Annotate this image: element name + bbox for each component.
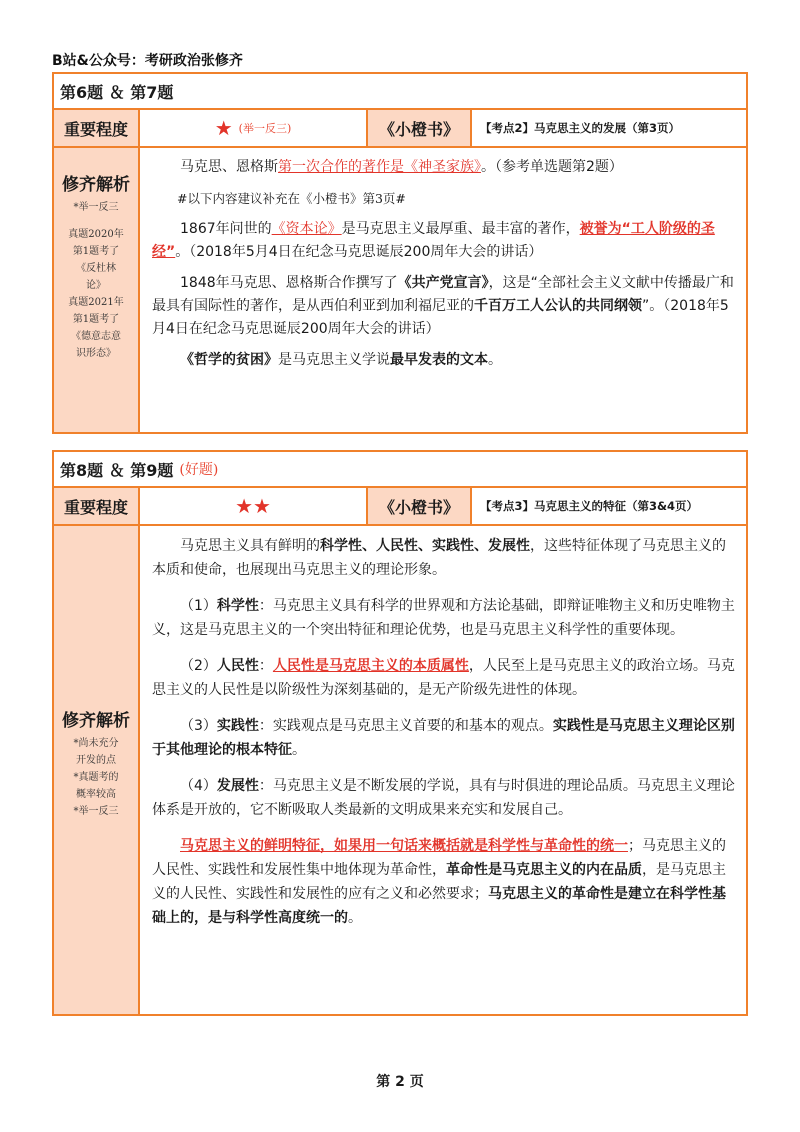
exam-point: 【考点2】马克思主义的发展（第3页） <box>480 121 681 135</box>
paragraph: 马克思、恩格斯第一次合作的著作是《神圣家族》。（参考单选题第2题） <box>180 159 623 175</box>
side-note: 开发的点 <box>76 755 116 766</box>
side-note: *举一反三 <box>73 202 119 213</box>
paragraph: （3）实践性：实践观点是马克思主义首要的和基本的观点。实践性是马克思主义理论区别于其他理论的根本特征。 <box>152 718 735 758</box>
side-note: 第1题考了 <box>72 246 120 257</box>
side-note: 识形态》 <box>76 348 116 359</box>
book-label: 《小橙书》 <box>368 488 472 524</box>
importance-stars <box>140 110 368 146</box>
side-note: *举一反三 <box>73 806 119 817</box>
block-title: 第8题 ＆ 第9题 <box>60 460 174 480</box>
side-note: *尚未充分 <box>73 738 119 749</box>
importance-label: 重要程度 <box>54 110 140 146</box>
paragraph: （1）科学性：马克思主义具有科学的世界观和方法论基础，即辩证唯物主义和历史唯物主义，这是马克思主义的一个突出特征和理论优势，也是马克思主义科学性的重要体现。 <box>152 598 735 638</box>
header-label: B站&公众号：考研政治张修齐 <box>52 53 243 69</box>
side-note: 真题2020年 <box>68 229 124 240</box>
paragraph: 1867年问世的《资本论》是马克思主义最厚重、最丰富的著作，被誉为“工人阶级的圣经”。（2018年5月4日在纪念马克思诞辰200周年大会的讲话） <box>152 221 715 260</box>
importance-stars <box>140 488 368 524</box>
book-label: 《小橙书》 <box>368 110 472 146</box>
block-title: 第6题 ＆ 第7题 <box>60 82 174 102</box>
side-note: 第1题考了 <box>72 314 120 325</box>
page-number: 第 2 页 <box>376 1074 424 1090</box>
block-title-row <box>54 74 746 110</box>
paragraph: 马克思主义的鲜明特征，如果用一句话来概括就是科学性与革命性的统一；马克思主义的人民性、实践性和发展性集中地体现为革命性，革命性是马克思主义的内在品质，是马克思主义的人民性、实践性和发展性的应有之义和必然要求；马克思主义的革命性是建立在科学性基础上的，是与科学性高度统一的。 <box>152 838 726 926</box>
paragraph: 1848年马克思、恩格斯合作撰写了《共产党宣言》，这是“全部社会主义文献中传播最广和最具有国际性的著作，是从西伯利亚到加利福尼亚的千百万工人公认的共同纲领”。（2018年5月4日在纪念马克思诞辰200周年大会的讲话） <box>152 275 734 337</box>
side-note: 真题2021年 <box>68 297 124 308</box>
analysis-title: 修齐解析 <box>62 175 130 195</box>
paragraph: （2）人民性：人民性是马克思主义的本质属性，人民至上是马克思主义的政治立场。马克思主义的人民性是以阶级性为深刻基础的，是无产阶级先进性的体现。 <box>152 658 735 698</box>
block-title-row <box>54 452 746 488</box>
paragraph: 《哲学的贫困》是马克思主义学说最早发表的文本。 <box>180 352 502 368</box>
paragraph: 马克思主义具有鲜明的科学性、人民性、实践性、发展性，这些特征体现了马克思主义的本质和使命，也展现出马克思主义的理论形象。 <box>152 538 726 578</box>
analysis-title: 修齐解析 <box>62 711 130 731</box>
analysis-content <box>140 148 746 432</box>
side-note: 《德意志意 <box>71 331 121 342</box>
side-note: 论》 <box>86 280 106 291</box>
side-note: *真题考的 <box>73 772 119 783</box>
exam-point: 【考点3】马克思主义的特征（第3&4页） <box>480 499 699 513</box>
side-note: 《反杜林 <box>76 263 116 274</box>
analysis-content <box>140 526 746 1014</box>
analysis-row <box>54 148 746 432</box>
block-title-note: (好题) <box>179 462 219 478</box>
stars-note: (举一反三) <box>238 122 292 135</box>
meta-row <box>54 110 746 148</box>
analysis-row <box>54 526 746 1014</box>
question-block-6-7 <box>52 72 748 434</box>
analysis-sidebar <box>54 526 140 1014</box>
supplement-note: #以下内容建议补充在《小橙书》第3页# <box>177 191 406 206</box>
paragraph: （4）发展性：马克思主义是不断发展的学说，具有与时俱进的理论品质。马克思主义理论体系是开放的，它不断吸取人类最新的文明成果来充实和发展自己。 <box>152 778 735 818</box>
question-block-8-9 <box>52 450 748 1016</box>
star-icon: ★ <box>214 116 233 140</box>
importance-label: 重要程度 <box>54 488 140 524</box>
side-note: 概率较高 <box>76 789 116 800</box>
analysis-sidebar <box>54 148 140 432</box>
meta-row <box>54 488 746 526</box>
star-icon: ★★ <box>235 494 271 518</box>
